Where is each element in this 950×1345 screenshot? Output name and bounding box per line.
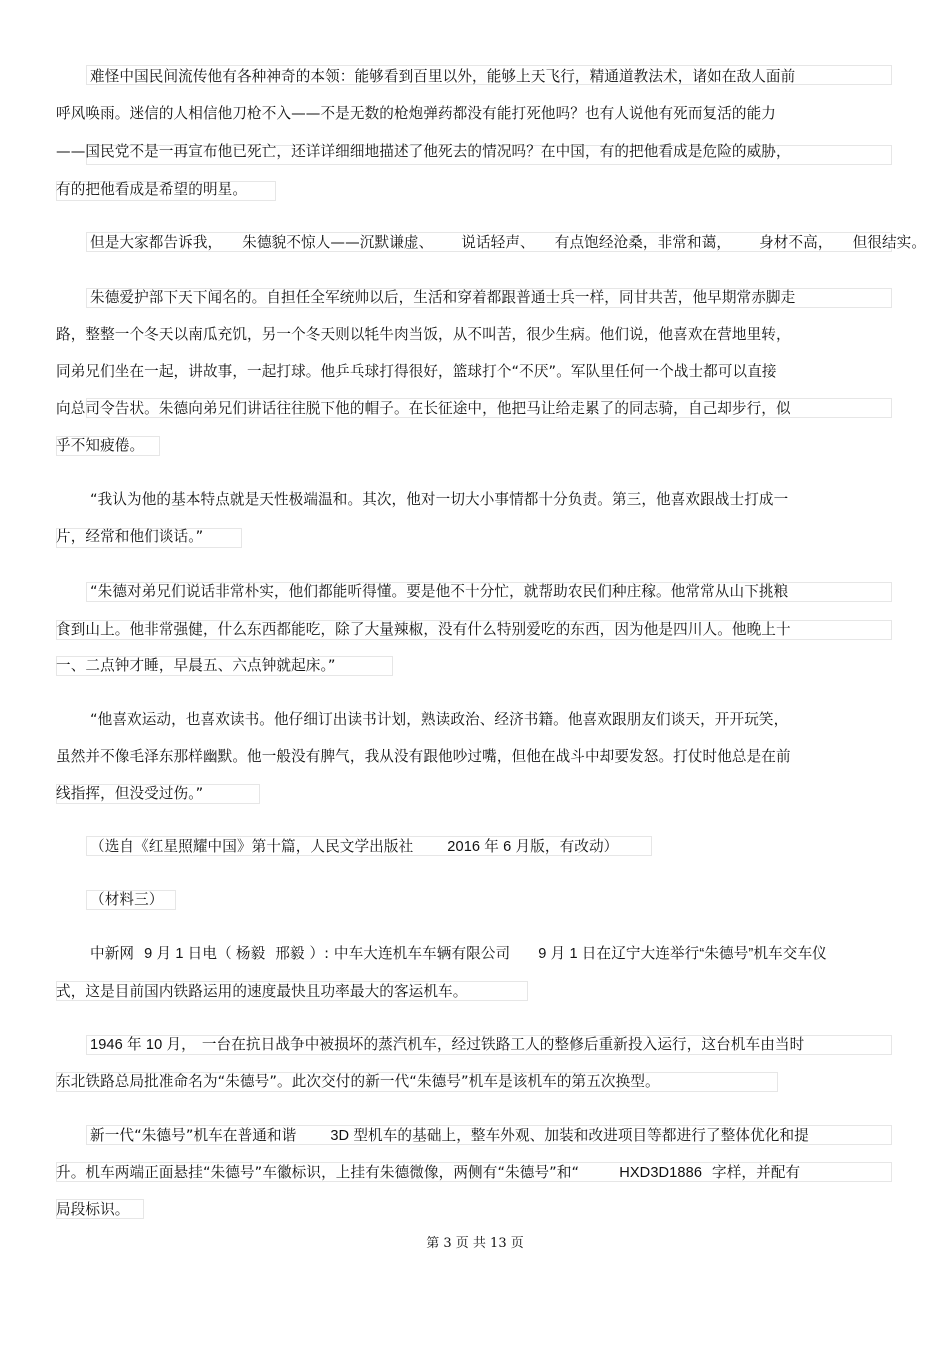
p6-line-3: 线指挥，但没受过伤。” xyxy=(56,785,204,802)
p2-line-1 xyxy=(90,234,926,252)
p9-line-3: 局段标识。 xyxy=(56,1201,130,1218)
p2-seg-3: 说话轻声、 xyxy=(461,234,535,251)
p3-line-2: 路，整整一个冬天以南瓜充饥，另一个冬天则以牦牛肉当饭，从不叫苦，很少生病。他们说，他喜欢在营地里转， xyxy=(56,326,791,343)
source-citation-edition: 2016 年 6 月版，有改动） xyxy=(447,839,619,855)
p8-line-2: 东北铁路总局批准命名为“朱德号”。此次交付的新一代“朱德号”机车是该机车的第五次换型。 xyxy=(56,1073,660,1090)
p2-seg-4: 有点饱经沧桑，非常和蔼， xyxy=(554,234,732,251)
p9-seg-3: 升。机车两端正面悬挂“朱德号”车徽标识，上挂有朱德微像，两侧有“朱德号”和“ xyxy=(56,1164,580,1181)
p7-seg-1: 中新网 xyxy=(90,945,135,962)
p9-line-2 xyxy=(56,1164,800,1182)
p6-line-1: “他喜欢运动，也喜欢读书。他仔细订出读书计划，熟读政治、经济书籍。他喜欢跟朋友们谈天，开开玩笑， xyxy=(90,711,789,728)
p3-line-3: 同弟兄们坐在一起，讲故事，一起打球。他乒乓球打得很好，篮球打个“不厌”。军队里任何一个战士都可以直接 xyxy=(56,363,777,380)
p4-line-2: 片，经常和他们谈话。” xyxy=(56,528,204,545)
p7-line-2: 式，这是目前国内铁路运用的速度最快且功率最大的客运机车。 xyxy=(56,983,468,1000)
p1-line-3: ——国民党不是一再宣布他已死亡，还详详细细地描述了他死去的情况吗？在中国，有的把他看成是危险的威胁， xyxy=(56,143,791,160)
p9-seg-2: 3D 型机车的基础上，整车外观、加装和改进项目等都进行了整体优化和提 xyxy=(330,1128,809,1144)
source-citation-title: （选自《红星照耀中国》第十篇，人民文学出版社 xyxy=(90,838,414,855)
p8-seg-2: 一台在抗日战争中被损坏的蒸汽机车，经过铁路工人的整修后重新投入运行，这台机车由当时 xyxy=(201,1036,805,1053)
p7-seg-4: 9 月 1 日在辽宁大连举行“朱德号”机车交车仪 xyxy=(538,946,827,962)
p4-line-1: “我认为他的基本特点就是天性极端温和。其次，他对一切大小事情都十分负责。第三，他喜欢跟战士打成一 xyxy=(90,491,789,508)
p2-seg-2: 朱德貌不惊人——沉默谦虚、 xyxy=(242,234,434,251)
p3-line-4: 向总司令告状。朱德向弟兄们讲话往往脱下他的帽子。在长征途中，他把马让给走累了的同志骑，自己却步行，似 xyxy=(56,400,791,417)
p7-seg-2: 9 月 1 日电（ 杨毅 xyxy=(144,946,266,962)
material-three-label: （材料三） xyxy=(90,891,164,908)
p8-seg-1: 1946 年 10 月， xyxy=(90,1037,196,1053)
p1-line-4: 有的把他看成是希望的明星。 xyxy=(56,181,248,198)
p5-line-1: “朱德对弟兄们说话非常朴实，他们都能听得懂。要是他不十分忙，就帮助农民们种庄稼。他常常从山下挑粮 xyxy=(90,583,789,600)
p8-line-1 xyxy=(90,1036,804,1054)
p5-line-2: 食到山上。他非常强健，什么东西都能吃，除了大量辣椒，没有什么特别爱吃的东西，因为他是四川人。他晚上十 xyxy=(56,621,791,638)
p3-line-1: 朱德爱护部下天下闻名的。自担任全军统帅以后，生活和穿着都跟普通士兵一样，同甘共苦，他早期常赤脚走 xyxy=(90,289,796,306)
source-citation xyxy=(90,838,618,856)
p1-line-1: 难怪中国民间流传他有各种神奇的本领：能够看到百里以外，能够上天飞行，精通道教法术，诸如在敌人面前 xyxy=(90,68,796,85)
p9-seg-4: HXD3D1886 xyxy=(619,1165,703,1181)
p7-seg-3: 邢毅 ）: 中车大连机车车辆有限公司 xyxy=(275,945,511,962)
p2-seg-1: 但是大家都告诉我， xyxy=(90,234,223,251)
p9-seg-5: 字样，并配有 xyxy=(712,1164,801,1181)
p5-line-3: 一、二点钟才睡，早晨五、六点钟就起床。” xyxy=(56,657,336,674)
page-number-footer: 第 3 页 共 13 页 xyxy=(426,1236,524,1251)
p9-seg-1: 新一代“朱德号”机车在普通和谐 xyxy=(90,1127,297,1144)
p3-line-5: 乎不知疲倦。 xyxy=(56,437,145,454)
p2-seg-6: 但很结实。 xyxy=(852,234,927,251)
p6-line-2: 虽然并不像毛泽东那样幽默。他一般没有脾气，我从没有跟他吵过嘴，但他在战斗中却要发怒。打仗时他总是在前 xyxy=(56,748,791,765)
p2-seg-5: 身材不高， xyxy=(759,234,833,251)
p1-line-2: 呼风唤雨。迷信的人相信他刀枪不入——不是无数的枪炮弹药都没有能打死他吗？也有人说他有死而复活的能力 xyxy=(56,105,776,122)
p9-line-1 xyxy=(90,1127,809,1145)
p7-line-1 xyxy=(90,945,827,963)
